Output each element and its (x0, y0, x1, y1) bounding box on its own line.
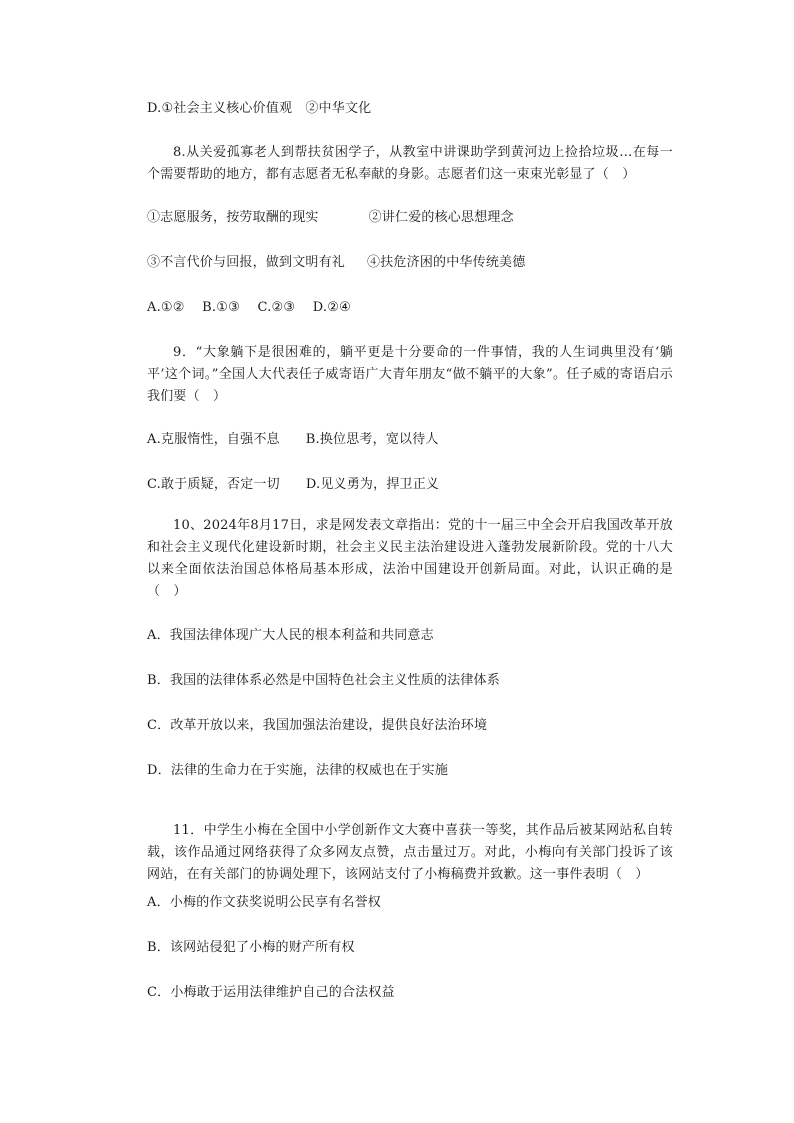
question-11-option-a: A．小梅的作文获奖说明公民享有名誉权 (147, 895, 381, 910)
question-9-option-c: C.敢于质疑，否定一切 (147, 477, 280, 492)
question-8-statements-row-2 (147, 253, 525, 272)
question-9-options-row-2 (147, 475, 439, 494)
question-8-statement-4: ④扶危济困的中华传统美德 (367, 255, 526, 270)
question-10-option-c: C．改革开放以来，我国加强法治建设，提供良好法治环境 (147, 718, 488, 733)
question-10-stem: 10、2024年8月17日，求是网发表文章指出：党的十一届三中全会开启我国改革开放和社会主义现代化建设新时期，社会主义民主法治建设进入蓬勃发展新阶段。党的十八大以来全面依法治国总体格局基本形成，法治中国建设开创新局面。对此，认识正确的是（ ） (147, 518, 673, 599)
question-8-statement-3: ③不言代价与回报，做到文明有礼 (147, 255, 346, 270)
question-10-option-b: B．我国的法律体系必然是中国特色社会主义性质的法律体系 (147, 673, 500, 688)
question-9-stem: 9．“大象躺下是很困难的，躺平更是十分要命的一件事情，我的人生词典里没有‘躺平’这个词。”全国人大代表任子威寄语广大青年朋友“做不躺平的大象”。任子威的寄语启示我们要（ ） (147, 345, 673, 404)
question-7-option-d: D.①社会主义核心价值观 ②中华文化 (147, 101, 372, 116)
question-11-stem: 11．中学生小梅在全国中小学创新作文大赛中喜获一等奖，其作品后被某网站私自转载，该作品通过网络获得了众多网友点赞，点击量过万。对此，小梅向有关部门投诉了该网站，在有关部门的协调处理下，该网站支付了小梅稿费并致歉。这一事件表明（ ） (147, 823, 673, 882)
question-8-options: A.①② B.①③ C.②③ D.②④ (147, 300, 351, 315)
question-8-statements-row-1 (147, 208, 514, 227)
question-8-stem: 8.从关爱孤寡老人到帮扶贫困学子，从教室中讲课助学到黄河边上捡拾垃圾…在每一个需要帮助的地方，都有志愿者无私奉献的身影。志愿者们这一束束光彰显了（ ） (147, 145, 673, 182)
question-8-statement-2: ②讲仁爱的核心思想理念 (368, 210, 514, 225)
question-10-option-a: A．我国法律体现广大人民的根本利益和共同意志 (147, 628, 434, 643)
question-9-options-row-1 (147, 430, 439, 449)
question-9-option-b: B.换位思考，宽以待人 (305, 432, 439, 447)
question-11-option-b: B．该网站侵犯了小梅的财产所有权 (147, 940, 355, 955)
question-9-option-a: A.克服惰性，自强不息 (147, 432, 280, 447)
question-9-option-d: D.见义勇为，捍卫正义 (305, 477, 440, 492)
question-8-statement-1: ①志愿服务，按劳取酬的现实 (147, 210, 319, 225)
question-10-option-d: D．法律的生命力在于实施，法律的权威也在于实施 (147, 763, 449, 778)
question-11-option-c: C．小梅敢于运用法律维护自己的合法权益 (147, 985, 395, 1000)
